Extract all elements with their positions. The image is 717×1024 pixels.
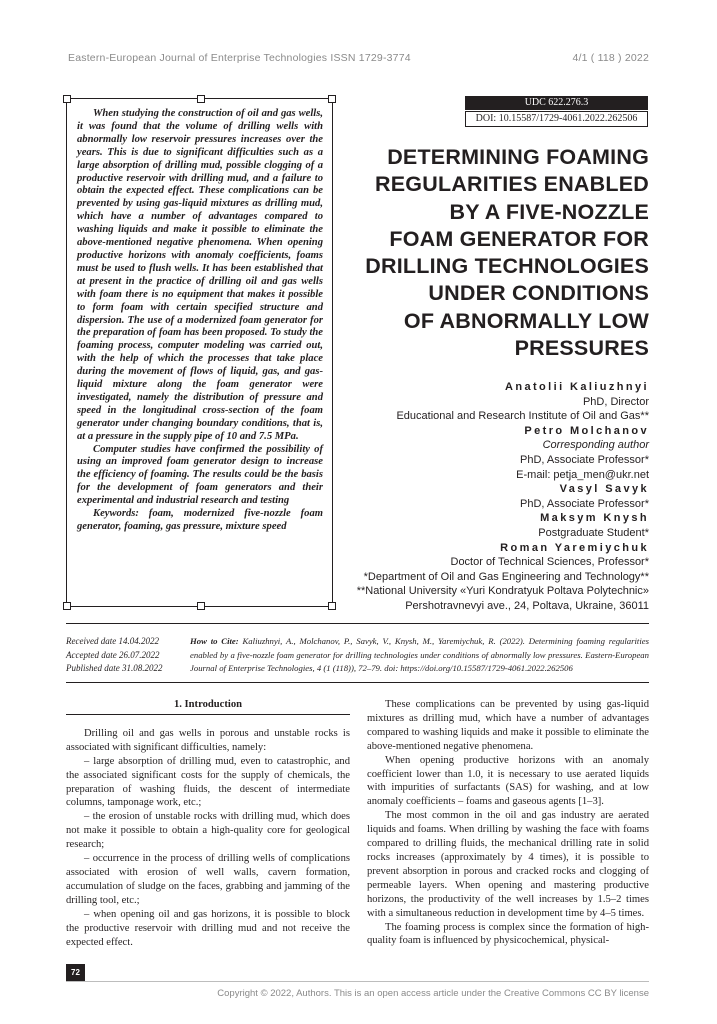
udc-code: UDC 622.276.3 [465, 96, 648, 110]
abstract-paragraph: When studying the construction of oil and gas wells, it was found that the volume of drilling wells with abnormally low reservoir pressures increases over the years. This is due to significant difficulties such as a large absorption of drilling mud, possible clogging of a productive reservoir with drilling mud, and a failure to obtain the expected effect. These complications can be prevented by using gas-liquid mixtures as drilling mud, which have a number of advantages compared to washing liquids and make it possible to eliminate the above-mentioned negative phenomena. When opening productive horizons with anomaly coefficients, foams must be used to flush wells. It has been established that at present in the practice of drilling oil and gas wells with foam there is no equipment that makes it possible to form foam with certain specified structure and dispersion. The use of a modernized foam generator for the preparation of foam has been proposed. To study the foaming process, computer modeling was carried out, with the help of which the processes that take place during the movement of flows of liquid, gas, and gas-liquid mixture along the foam generator were investigated, namely the distribution of pressure and speed in the longitudinal cross-section of the foam generator under changing boundary conditions, that is, at a pressure in the supply pipe of 10 and 7.5 MPa. [77, 108, 323, 442]
body-paragraph: The most common in the oil and gas industry are aerated liquids and foams. When drilling by washing the face with foams compared to drilling fluids, the mechanical drilling rate in solid rocks increases (approximately by 4 times), it is possible to prevent absorption in porous and cracked rocks and clogging of permeable layers. When opening and mastering productive horizons, the productivity of the well increases by 1.5–2 times with a simultaneous reduction in development time by 4–5 times. [367, 810, 649, 919]
body-paragraph: – when opening oil and gas horizons, it is possible to block the productive reservoir with drilling mud and not receive the expected effect. [66, 908, 350, 948]
body-paragraph: These complications can be prevented by using gas-liquid mixtures as drilling mud, which have a number of advantages compared to washing liquids and make it possible to eliminate the above-mentioned negative phenomena. [367, 699, 649, 752]
keywords: Keywords: foam, modernized five-nozzle foam generator, foaming, gas pressure, mixture speed [77, 508, 323, 532]
author-name: Roman Yaremiychuk [500, 541, 649, 554]
udc-doi-box [465, 96, 648, 127]
title-line: FOAM GENERATOR FOR [389, 226, 649, 251]
article-dates [66, 635, 178, 676]
title-line: DETERMINING FOAMING [387, 145, 649, 169]
abstract-box [66, 98, 333, 607]
body-column-right [367, 698, 649, 948]
body-paragraph: – large absorption of drilling mud, even to catastrophic, and the associated significant costs for the supply of chemicals, the preparation of washing fluids, the descent of intermediate columns, tamponage work, etc.; [66, 755, 350, 809]
body-paragraph: When opening productive horizons with an anomaly coefficient lower than 1.0, it is necessary to use aerated liquids with impurities of surfactants (SAS) for washing, and at low anomaly coefficients – foams and gaseous agents [1–3]. [367, 754, 649, 808]
title-line: OF ABNORMALLY LOW [403, 308, 649, 333]
title-line: DRILLING TECHNOLOGIES [365, 254, 649, 279]
author-email[interactable]: E-mail: petja_men@ukr.net [516, 468, 649, 481]
citation-label: How to Cite: [190, 636, 239, 646]
body-paragraph: The foaming process is complex since the formation of high-quality foam is influenced by physicochemical, physical- [367, 921, 649, 947]
journal-header: Eastern-European Journal of Enterprise Technologies ISSN 1729-3774 [68, 52, 411, 64]
author-degree: Doctor of Technical Sciences, Professor* [450, 556, 649, 569]
divider [66, 623, 649, 624]
author-degree: Postgraduate Student* [538, 526, 649, 539]
body-paragraph: – occurrence in the process of drilling wells of complications associated with erosion of well walls, cavern formation, accumulation of sludge on the faces, grabbing and jamming of the drilling tool, etc.; [66, 853, 350, 906]
author-affiliation: Educational and Research Institute of Oil and Gas** [396, 410, 649, 423]
page-number: 72 [66, 964, 85, 982]
title-line: UNDER CONDITIONS [428, 281, 649, 306]
body-column-left [66, 698, 350, 949]
author-name: Petro Molchanov [524, 424, 649, 437]
published-date: Published date 31.08.2022 [66, 663, 163, 674]
author-name: Maksym Knysh [540, 512, 649, 525]
accepted-date: Accepted date 26.07.2022 [66, 649, 160, 660]
body-paragraph: Drilling oil and gas wells in porous and unstable rocks is associated with significant difficulties, namely: [66, 727, 350, 753]
affiliation-line: *Department of Oil and Gas Engineering and Technology** [363, 570, 649, 583]
author-name: Anatolii Kaliuzhnyi [505, 381, 649, 393]
citation-text: Kaliuzhnyi, A., Molchanov, P., Savyk, V., Knysh, M., Yaremiychuk, R. (2022). Determining foaming regularities enabled by a five-nozzle foam generator for drilling technologies under conditions of abnormally low pressures. Eastern-European Journal of Enterprise Technologies, 4 (1 (118)), 72–79. doi: https://doi.org/10.15587/1729-4061.2022.262506 [190, 636, 649, 674]
title-line: BY A FIVE-NOZZLE [449, 199, 649, 224]
citation-block [190, 635, 649, 676]
section-heading: 1. Introduction [66, 698, 350, 715]
affiliation-line: **National University «Yuri Kondratyuk Poltava Polytechnic» [356, 585, 649, 598]
received-date: Received date 14.04.2022 [66, 636, 159, 646]
issue-header: 4/1 ( 118 ) 2022 [572, 52, 649, 64]
affiliation-line: Pershotravnevyi ave., 24, Poltava, Ukraine, 36011 [405, 599, 649, 612]
author-list [319, 380, 649, 614]
corresponding-author-label: Corresponding author [542, 439, 649, 452]
abstract-paragraph: Computer studies have confirmed the possibility of using an improved foam generator design to increase the efficiency of foaming. The results could be the basis for the development of foam generators and their experimental and industrial research and testing [77, 443, 323, 507]
divider [66, 682, 649, 683]
author-name: Vasyl Savyk [559, 483, 649, 496]
article-title [329, 144, 649, 362]
author-degree: PhD, Associate Professor* [519, 497, 649, 510]
license-notice: Copyright © 2022, Authors. This is an open access article under the Creative Commons CC BY license [217, 988, 649, 999]
title-line: PRESSURES [514, 336, 649, 361]
abstract-text [77, 108, 323, 534]
doi-link[interactable]: DOI: 10.15587/1729-4061.2022.262506 [465, 111, 648, 127]
body-paragraph: – the erosion of unstable rocks with drilling mud, which does not make it possible to obtain a high-quality core for geological research; [66, 811, 350, 851]
footer-divider [66, 981, 649, 982]
title-line: REGULARITIES ENABLED [375, 172, 649, 197]
author-degree: PhD, Director [582, 395, 649, 408]
author-degree: PhD, Associate Professor* [519, 453, 649, 466]
